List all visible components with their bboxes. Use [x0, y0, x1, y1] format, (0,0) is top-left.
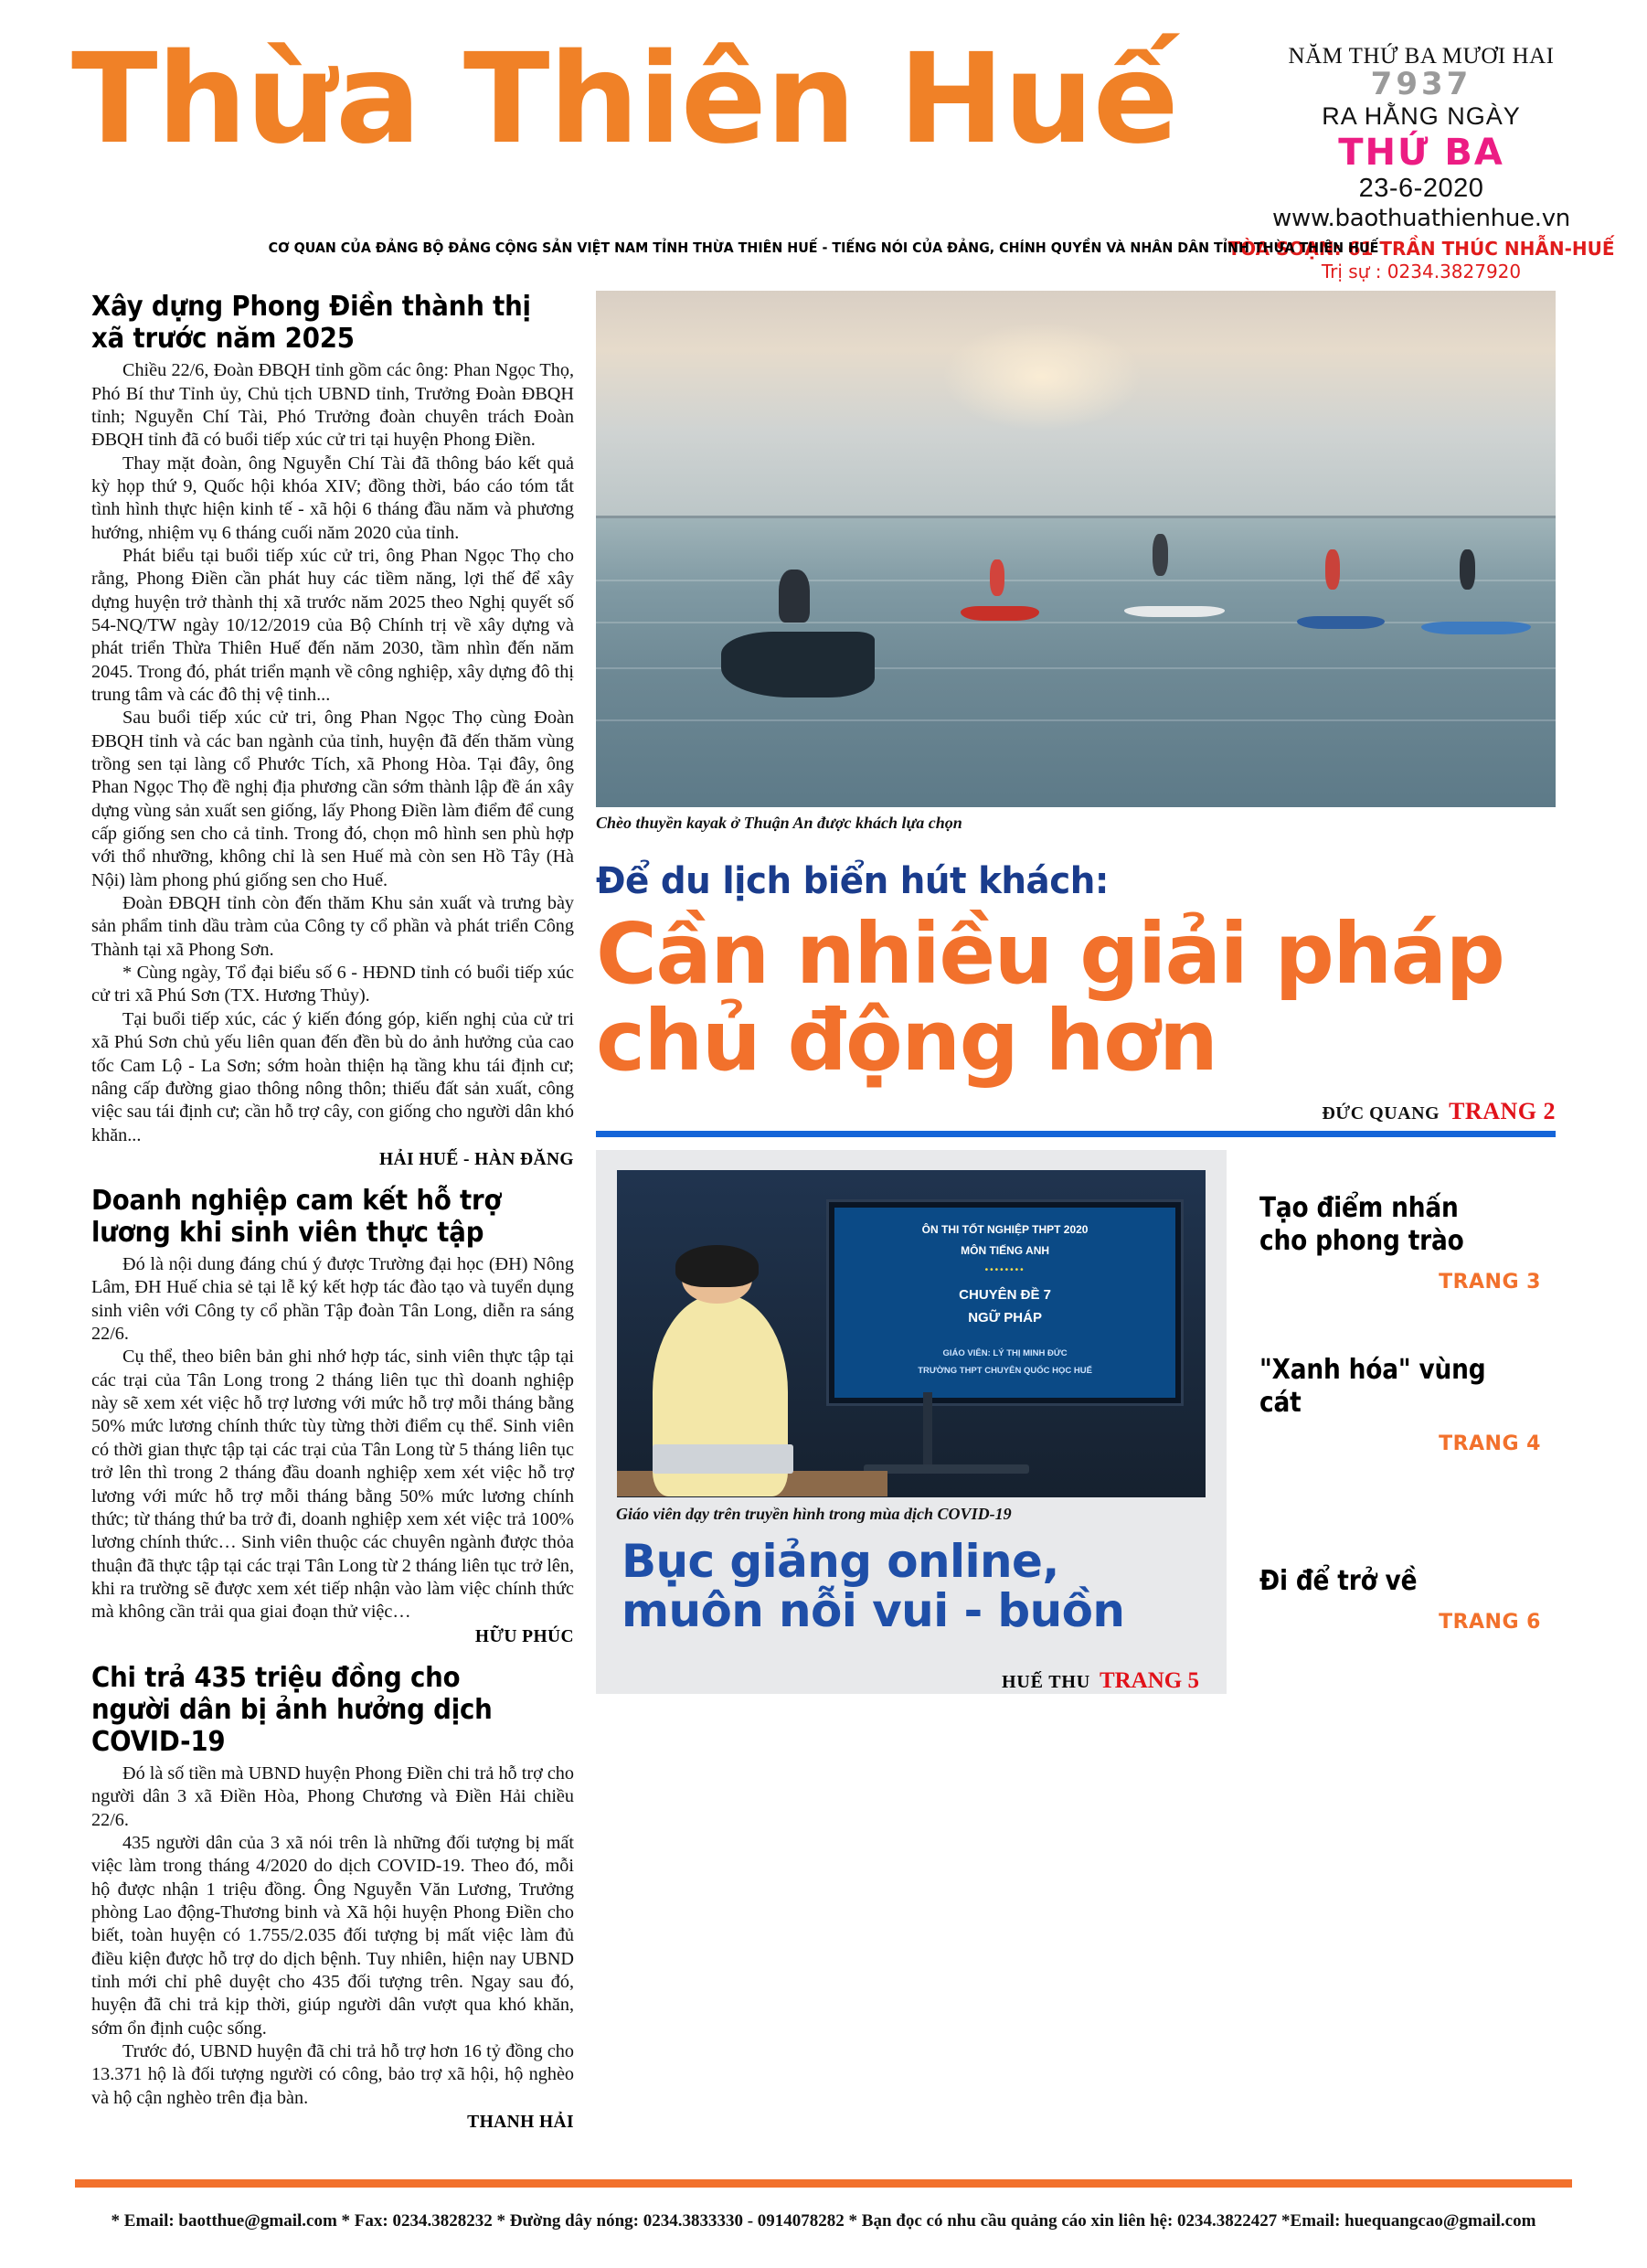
teaser-title-line1: "Xanh hóa" vùng cát	[1259, 1353, 1486, 1419]
tv-line-5: GIÁO VIÊN: LÝ THỊ MINH ĐỨC	[942, 1347, 1068, 1358]
teaser-item[interactable]	[1259, 1192, 1541, 1294]
article-byline: THANH HẢI	[467, 2113, 574, 2132]
paddler	[990, 559, 1004, 596]
paragraph: Tại buổi tiếp xúc, các ý kiến đóng góp, kiến nghị của cử tri xã Phú Sơn chủ yếu liên quan đến đền bù do ảnh hưởng của cao tốc Cam Lộ - La Sơn; sớm hoàn thiện hạ tầng khu tái định cư; nâng cấp đường giao thông nông thôn; thiếu đất sản xuất, công việc sau tái định cư; cần hỗ trợ cây, con giống cho người dân khó khăn...	[91, 1008, 574, 1145]
masthead-tagline: CƠ QUAN CỦA ĐẢNG BỘ ĐẢNG CỘNG SẢN VIỆT NAM TỈNH THỪA THIÊN HUẾ - TIẾNG NÓI CỦA ĐẢNG, CHÍNH QUYỀN VÀ NHÂN DÂN TỈNH THỪA THIÊN HUẾ	[268, 240, 1379, 256]
article-doanh-nghiep	[91, 1185, 574, 1647]
paragraph: Cụ thể, theo biên bản ghi nhớ hợp tác, sinh viên thực tập tại các trại của Tân Long trong 2 tháng liên tục thì doanh nghiệp này sẽ xem xét việc hỗ trợ lương với mức hỗ trợ mỗi tháng bằng 50% mức lương chính thức tùy từng thời điểm cụ thể. Sinh viên có thời gian thực tập tại các trại của Tân Long từ 5 tháng liên tục trở lên thì trong 2 tháng đầu doanh nghiệp xem xét việc hỗ trợ lương với mức hỗ trợ mỗi tháng bằng 50% mức lương chính thức; từ tháng thứ ba trở đi, doanh nghiệp xem xét việc trả 100% lương chính thức… Sinh viên thuộc các chuyên ngành được thỏa thuận đã thực tập tại các trại Tân Long từ 2 tháng liên tục trở lên, khi ra trường sẽ được xem xét tiếp nhận vào làm việc chính thức mà không cần trải qua giai đoạn thử việc…	[91, 1347, 574, 1623]
paragraph: * Cùng ngày, Tổ đại biểu số 6 - HĐND tỉnh có buổi tiếp xúc cử tri xã Phú Sơn (TX. Hương Thủy).	[91, 963, 574, 1006]
bottom-page-ref[interactable]: TRANG 5	[1099, 1667, 1199, 1693]
bottom-photo-caption: Giáo viên dạy trên truyền hình trong mùa dịch COVID-19	[616, 1504, 1012, 1523]
tv-divider: ••••••••	[984, 1264, 1025, 1275]
office-phone: Trị sự : 0234.3827920	[1321, 261, 1522, 283]
tv-line-2: MÔN TIẾNG ANH	[961, 1243, 1050, 1257]
article-phong-dien	[91, 291, 574, 1170]
paddler	[1460, 549, 1475, 590]
teaser-title-line1: Tạo điểm nhấn	[1259, 1191, 1459, 1224]
kayak-blue	[1297, 616, 1385, 629]
weekday-label: THỨ BA	[1338, 132, 1504, 175]
teaser-item[interactable]	[1259, 1565, 1541, 1634]
teaser-title	[1259, 1354, 1507, 1420]
tv-base	[864, 1464, 1028, 1474]
issue-number: 7937	[1370, 66, 1472, 102]
tv-line-3: CHUYÊN ĐỀ 7	[959, 1287, 1052, 1304]
sun-glow	[941, 322, 1142, 431]
article-chi-tra-covid	[91, 1662, 574, 2133]
paddler	[1153, 534, 1168, 576]
lead-page-ref[interactable]: TRANG 2	[1449, 1097, 1556, 1124]
laptop	[653, 1444, 794, 1474]
tv-line-4: NGỮ PHÁP	[968, 1310, 1042, 1326]
bottom-block	[596, 1150, 1556, 1694]
lead-headline-line1: Cần nhiều giải pháp	[596, 905, 1504, 1003]
jetski-rider	[779, 570, 810, 623]
footer-contact-text: * Email: baotthue@gmail.com * Fax: 0234.3828232 * Đường dây nóng: 0234.3833330 - 0914078282 * Bạn đọc có nhu cầu quảng cáo xin liên hệ: 0234.3822427 *Email: huequangcao@gmail.com	[111, 2211, 1536, 2231]
paragraph: Đoàn ĐBQH tỉnh còn đến thăm Khu sản xuất và trưng bày sản phẩm tinh dầu tràm của Công ty cổ phần và phát triển Công Thành tại xã Phong Sơn.	[91, 893, 574, 960]
paddler	[1325, 549, 1340, 590]
lead-photo-caption: Chèo thuyền kayak ở Thuận An được khách lựa chọn	[596, 814, 962, 832]
article-body	[91, 359, 574, 1147]
paragraph: Sau buổi tiếp xúc cử tri, ông Phan Ngọc Thọ cùng Đoàn ĐBQH tỉnh và các ban ngành của tỉnh, huyện đã đến thăm vùng trồng sen tại làng cổ Phước Tích, xã Phong Hòa. Tại đây, ông Phan Ngọc Thọ đề nghị địa phương cần sớm thành lập đề án xây dựng vùng sản xuất sen giống, lấy Phong Điền làm điểm để cung cấp giống sen cho cả tỉnh. Trong đó, chọn mô hình sen phù hợp với thổ nhưỡng, không chỉ là sen Huế mà còn sen Hồ Tây (Hà Nội) làm phong phú giống sen cho Huế.	[91, 708, 574, 890]
teacher-hair	[675, 1245, 758, 1288]
lead-kicker: Để du lịch biển hút khách:	[596, 860, 1109, 902]
paragraph: Chiều 22/6, Đoàn ĐBQH tỉnh gồm các ông: Phan Ngọc Thọ, Phó Bí thư Tỉnh ủy, Chủ tịch UBND tỉnh, Trưởng Đoàn ĐBQH tỉnh; Nguyễn Chí Tài, Phó Trưởng đoàn chuyên trách Đoàn ĐBQH tỉnh đã có buổi tiếp xúc cử tri tại huyện Phong Điền.	[91, 360, 574, 451]
bottom-headline-line1: Bục giảng online,	[622, 1534, 1059, 1588]
horizon-line	[596, 516, 1556, 518]
teaser-title	[1259, 1192, 1507, 1258]
website-url[interactable]: www.baothuathienhue.vn	[1272, 205, 1570, 233]
publication-date: 23-6-2020	[1358, 174, 1484, 204]
teaser-list	[1227, 1150, 1556, 1694]
paragraph: Phát biểu tại buổi tiếp xúc cử tri, ông Phan Ngọc Thọ cho rằng, Phong Điền cần phát huy các tiềm năng, lợi thế để xây dựng huyện trở thành thị xã trước năm 2025 theo Nghị quyết số 54-NQ/TW ngày 10/12/2019 của Bộ Chính trị về xây dựng và phát triển Thừa Thiên Huế đến năm 2030, tầm nhìn đến năm 2045. Trong đó, phát triển mạnh về công nghiệp, xây dựng đô thị trung tâm và các đô thị vệ tinh...	[91, 545, 574, 705]
lead-byline	[596, 1098, 1556, 1125]
bottom-byline	[596, 1668, 1199, 1694]
left-column	[91, 291, 574, 2133]
blue-divider	[596, 1131, 1556, 1137]
article-headline[interactable]: Xây dựng Phong Điền thành thị xã trước năm 2025	[91, 291, 531, 356]
article-byline: HỮU PHÚC	[474, 1626, 574, 1646]
tv-line-6: TRƯỜNG THPT CHUYÊN QUỐC HỌC HUẾ	[918, 1365, 1092, 1376]
teaser-title-line2: cho phong trào	[1259, 1224, 1464, 1257]
kayak-red	[961, 606, 1039, 621]
paragraph: Đó là số tiền mà UBND huyện Phong Điền chi trả hỗ trợ cho người dân 3 xã Điền Hòa, Phong Chương và Điền Hải chiều 22/6.	[91, 1762, 574, 1830]
teaser-page-ref[interactable]: TRANG 4	[1439, 1432, 1541, 1455]
article-byline: HẢI HUẾ - HÀN ĐĂNG	[378, 1149, 574, 1169]
bottom-headline-line2: muôn nỗi vui - buồn	[622, 1583, 1125, 1637]
bottom-story	[596, 1150, 1227, 1694]
lead-headline-line2: chủ động hơn	[596, 991, 1217, 1090]
tv-line-1: ÔN THI TỐT NGHIỆP THPT 2020	[921, 1222, 1089, 1236]
article-headline[interactable]: Doanh nghiệp cam kết hỗ trợ lương khi sinh viên thực tập	[91, 1184, 502, 1249]
newspaper-title: Thừa Thiên Huế	[71, 27, 1178, 172]
bottom-author: HUẾ THU	[1002, 1671, 1090, 1692]
footer-divider	[75, 2179, 1572, 2188]
lead-headline[interactable]	[596, 905, 1546, 1090]
teaser-page-ref[interactable]: TRANG 3	[1439, 1270, 1541, 1294]
article-body	[91, 1762, 574, 2110]
article-headline[interactable]: Chi trả 435 triệu đồng cho người dân bị ảnh hưởng dịch COVID-19	[91, 1661, 493, 1758]
paragraph: Thay mặt đoàn, ông Nguyễn Chí Tài đã thông báo kết quả kỳ họp thứ 9, Quốc hội khóa XIV; đồng thời, báo cáo tóm tắt tình hình thực hiện kinh tế - xã hội 6 tháng đầu năm và phương hướng, nhiệm vụ 6 tháng cuối năm 2020 của tỉnh.	[91, 453, 574, 543]
teaser-title-line1: Đi để trở về	[1259, 1564, 1418, 1597]
paddleboard-white	[1124, 606, 1225, 617]
jetski	[721, 632, 875, 697]
lead-author: ĐỨC QUANG	[1322, 1102, 1440, 1123]
masthead	[0, 0, 1647, 288]
paragraph: Đó là nội dung đáng chú ý được Trường đại học (ĐH) Nông Lâm, ĐH Huế chia sẻ tại lễ ký kết hợp tác đào tạo và tuyển dụng sinh viên với Công ty cổ phần Tập đoàn Tân Long, diễn ra sáng 22/6.	[91, 1254, 574, 1345]
right-column	[596, 291, 1556, 1694]
tv-stand	[923, 1392, 932, 1471]
paragraph: Trước đó, UBND huyện đã chi trả hỗ trợ hơn 16 tỷ đồng cho 13.371 hộ là đối tượng người có công, bảo trợ xã hội, hộ nghèo và hộ cận nghèo trên địa bàn.	[91, 2040, 574, 2108]
lead-photo	[596, 291, 1556, 807]
paragraph: 435 người dân của 3 xã nói trên là những đối tượng bị mất việc làm trong tháng 4/2020 do dịch COVID-19. Theo đó, mỗi hộ được nhận 1 triệu đồng. Ông Nguyễn Văn Lương, Trưởng phòng Lao động-Thương binh và Xã hội huyện Phong Điền cho biết, toàn huyện có 1.755/2.035 đối tượng bị mất việc làm đủ điều kiện được hỗ trợ do dịch bệnh. Tuy nhiên, hiện nay UBND tỉnh mới chỉ phê duyệt cho 435 đối tượng trên. Ngay sau đó, huyện đã chi trả kịp thời, giúp người dân vượt qua khó khăn, sớm ổn định cuộc sống.	[91, 1832, 574, 2039]
bottom-headline[interactable]	[622, 1534, 1227, 1637]
teaser-title	[1259, 1565, 1507, 1598]
office-address: TÒA SOẠN: 61 TRẦN THÚC NHẪN-HUẾ	[1227, 238, 1615, 261]
paddleboard-blue	[1421, 622, 1531, 634]
article-body	[91, 1253, 574, 1624]
publication-frequency: RA HẰNG NGÀY	[1322, 102, 1521, 131]
tv-screen	[829, 1202, 1182, 1403]
publication-year-line: NĂM THỨ BA MƯƠI HAI	[1288, 44, 1555, 69]
tv-photo	[617, 1170, 1206, 1497]
teaser-item[interactable]	[1259, 1354, 1541, 1455]
teaser-page-ref[interactable]: TRANG 6	[1439, 1610, 1541, 1634]
